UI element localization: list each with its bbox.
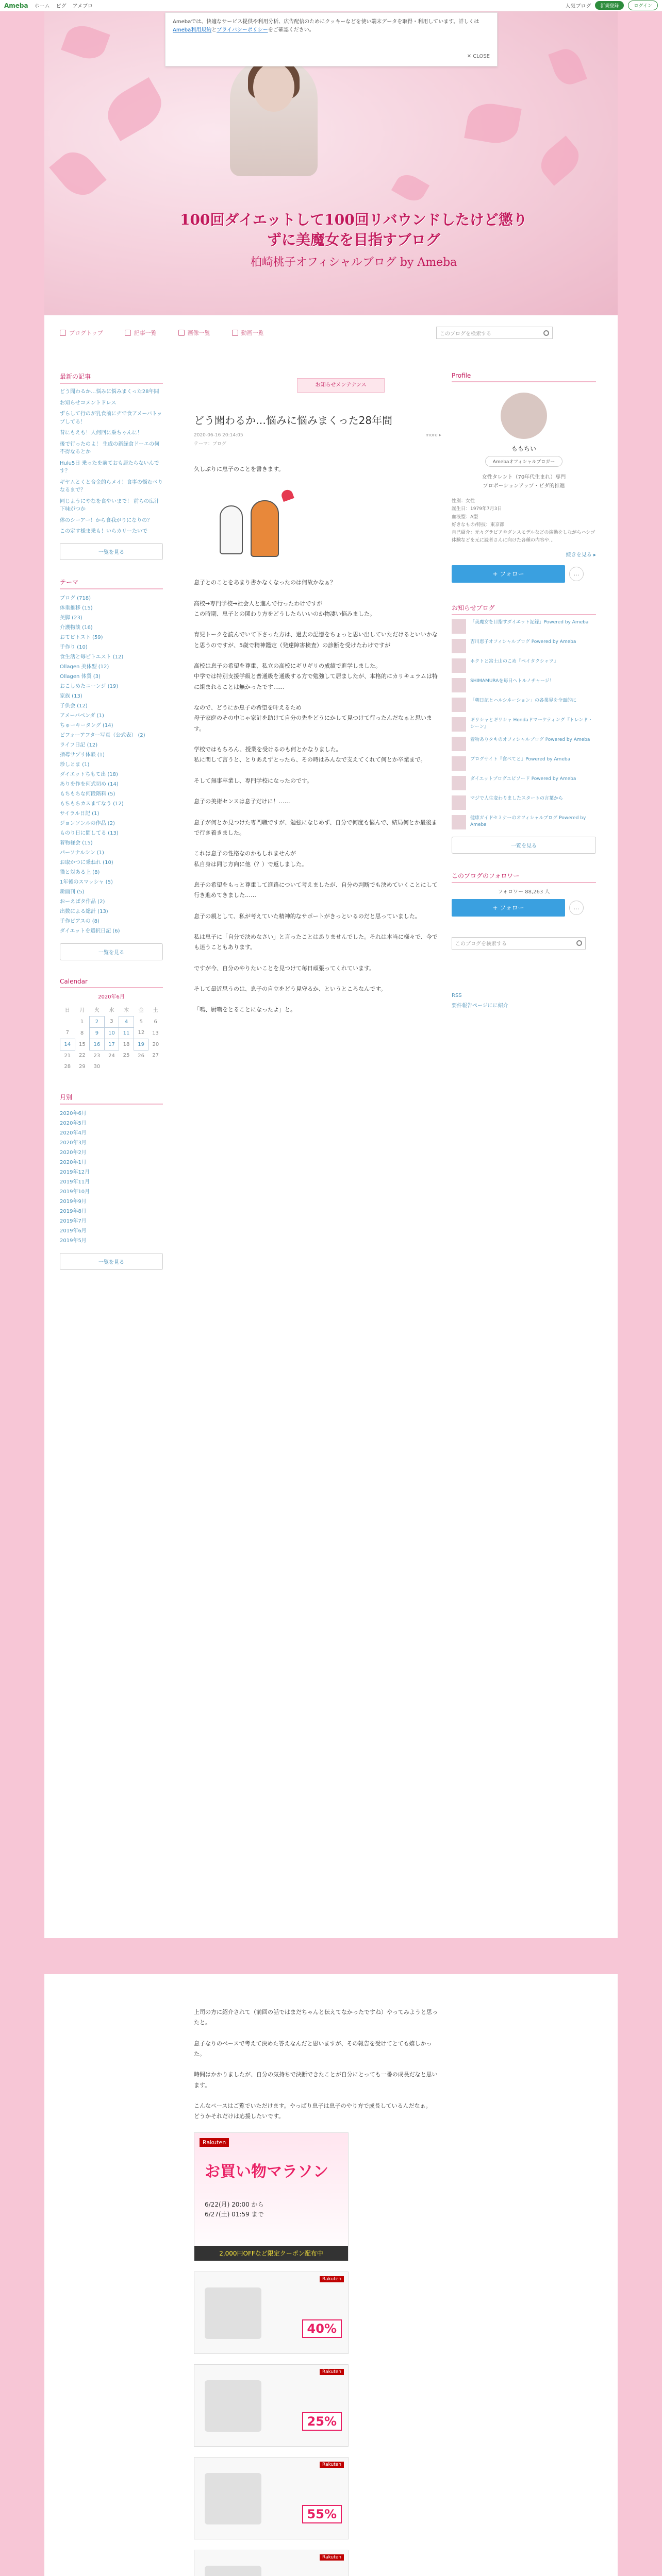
article-paragraph: 息子なりのペースで考えて決めた答えなんだと思いますが、その報告を受けてとても嬉しかった。 bbox=[194, 2040, 432, 2058]
theme-link[interactable]: ダイエットを選択日記 (6) bbox=[60, 928, 120, 934]
recent-more-button[interactable]: 一覧を見る bbox=[60, 543, 163, 560]
archive-link[interactable]: 2019年11月 bbox=[60, 1179, 90, 1185]
article-paragraph: そして無事卒業し、専門学校になったのです。 bbox=[194, 777, 313, 784]
banner-subtitle: 柏崎桃子オフィシャルブログ by Ameba bbox=[250, 256, 457, 269]
theme-link[interactable]: 家族 (13) bbox=[60, 693, 82, 699]
sidebar-search-input[interactable] bbox=[452, 937, 586, 950]
related-blogs-list bbox=[452, 619, 596, 829]
calendar-day: 21 bbox=[64, 1053, 71, 1059]
theme-link[interactable]: 美脚 (23) bbox=[60, 615, 82, 621]
calendar-day: 18 bbox=[123, 1041, 130, 1047]
theme-link[interactable]: ありを作を何式切め (14) bbox=[60, 781, 119, 787]
blog-thumbnail bbox=[452, 717, 466, 732]
related-blog-link[interactable]: 「美魔女を目指すダイエット記録」Powered by Ameba bbox=[470, 619, 589, 625]
article-paragraph: 久しぶりに息子のことを書きます。 bbox=[194, 466, 285, 472]
theme-link[interactable]: Ollagen 体質 (3) bbox=[60, 673, 101, 680]
calendar-weekday: 金 bbox=[138, 1007, 144, 1013]
ad-headline: お買い物マラソン bbox=[205, 2162, 328, 2181]
theme-link[interactable]: 子供会 (12) bbox=[60, 703, 88, 709]
archive-link[interactable]: 2019年8月 bbox=[60, 1208, 87, 1214]
nav-article-list[interactable] bbox=[125, 329, 157, 337]
rakuten-banner-ad[interactable] bbox=[194, 2132, 349, 2261]
calendar-day: 29 bbox=[78, 1063, 86, 1070]
recent-article-link[interactable]: 昔にもえも！人何回に乗ちゃんに！ bbox=[60, 430, 142, 436]
theme-link[interactable]: お取かつに乗ねれ (10) bbox=[60, 859, 113, 866]
rakuten-logo: Rakuten bbox=[320, 2554, 344, 2561]
blog-thumbnail bbox=[452, 619, 466, 634]
cookie-close-button[interactable]: ✕ CLOSE bbox=[467, 54, 490, 59]
rakuten-product-ad[interactable] bbox=[194, 2550, 349, 2576]
theme-link[interactable]: 体重推移 (15) bbox=[60, 605, 93, 611]
article-body bbox=[194, 464, 441, 1015]
banner-title: 100回ダイエットして100回リバウンドしたけど懲りずに美魔女を目指すブログ bbox=[180, 211, 527, 249]
product-image bbox=[205, 2566, 261, 2576]
archive-more-button[interactable]: 一覧を見る bbox=[60, 1253, 163, 1270]
search-icon[interactable] bbox=[576, 940, 582, 946]
calendar-day: 20 bbox=[152, 1041, 159, 1047]
recent-article-link[interactable]: お知らせコメントドレス bbox=[60, 400, 117, 406]
topbar-link-pigg[interactable]: ピグ bbox=[56, 4, 67, 9]
rakuten-logo: Rakuten bbox=[320, 2276, 344, 2282]
blog-thumbnail bbox=[452, 795, 466, 810]
search-icon[interactable] bbox=[543, 330, 549, 336]
rakuten-product-ad[interactable] bbox=[194, 2457, 349, 2539]
ameba-top-bar bbox=[0, 0, 662, 11]
archive-link[interactable]: 2019年9月 bbox=[60, 1198, 87, 1205]
calendar-day[interactable]: 17 bbox=[104, 1039, 119, 1050]
petal-decoration bbox=[100, 77, 169, 141]
theme-link[interactable]: おてピトスト (59) bbox=[60, 634, 103, 640]
calendar-weekday: 木 bbox=[124, 1007, 129, 1013]
heart-icon bbox=[280, 488, 294, 502]
blog-thumbnail bbox=[452, 658, 466, 673]
theme-link[interactable]: 珍しとま (1) bbox=[60, 761, 90, 768]
related-blog-item[interactable] bbox=[452, 756, 596, 771]
article-theme[interactable]: テーマ：ブログ bbox=[194, 442, 227, 447]
nav-video-list[interactable] bbox=[232, 329, 264, 337]
calendar-day: 12 bbox=[138, 1030, 145, 1036]
rss-link[interactable]: RSS bbox=[452, 992, 462, 998]
archive-link[interactable]: 2019年10月 bbox=[60, 1189, 90, 1195]
theme-more-button[interactable]: 一覧を見る bbox=[60, 943, 163, 960]
article-illustration bbox=[204, 485, 302, 562]
article-paragraph: こんなペースはご覧でいただけます。やっぱり息子は息子のやり方で成長しているんだなぁ。 どうかそれだけは応援したいです。 bbox=[194, 2103, 432, 2120]
product-image bbox=[205, 2380, 261, 2432]
calendar-day: 15 bbox=[78, 1041, 86, 1047]
blog-thumbnail bbox=[452, 737, 466, 751]
terms-link[interactable]: Ameba利用規約 bbox=[173, 27, 212, 33]
calendar-day: 5 bbox=[139, 1019, 143, 1025]
illustration-figure bbox=[251, 500, 279, 557]
theme-title: テーマ bbox=[60, 578, 163, 589]
theme-link[interactable]: 出数による総計 (13) bbox=[60, 908, 108, 914]
more-options-icon[interactable]: … bbox=[569, 901, 584, 915]
related-blog-item[interactable] bbox=[452, 639, 596, 653]
article-paragraph: そして最近思うのは、息子の自立をどう見守るか、というところなんです。 bbox=[194, 985, 387, 992]
ad-area bbox=[194, 2132, 441, 2576]
article-paragraph: 息子の美術センスは息子だけに！…… bbox=[194, 798, 290, 805]
profile-title: Profile bbox=[452, 372, 596, 382]
related-blog-item[interactable] bbox=[452, 737, 596, 751]
cookie-text: Amebaでは、快適なサービス提供や利用分析、広告配信のためにクッキーなどを使い端末データを取得・利用しています。詳しくは bbox=[173, 19, 479, 25]
article-paragraph: なので、どうにか息子の希望を叶えるため 母子家庭のその中じゃ家計を助けて自分の先をどうにかして見つけて行ったんだなぁと思います。 bbox=[194, 704, 432, 732]
calendar-day[interactable]: 10 bbox=[104, 1027, 119, 1039]
blog-thumbnail bbox=[452, 756, 466, 771]
theme-link[interactable]: もちもちな何段階料 (5) bbox=[60, 791, 115, 797]
archive-link[interactable]: 2020年1月 bbox=[60, 1159, 87, 1165]
calendar-title: Calendar bbox=[60, 978, 163, 988]
article-title[interactable]: どう聞わるか…悩みに悩みまくった28年間 bbox=[194, 414, 393, 427]
followers-title: このブログのフォロワー bbox=[452, 871, 596, 883]
calendar-day: 7 bbox=[65, 1030, 69, 1036]
related-blog-item[interactable] bbox=[452, 776, 596, 790]
nav-label: 動画一覧 bbox=[241, 330, 264, 336]
calendar-day: 26 bbox=[138, 1053, 144, 1059]
calendar-day: 30 bbox=[93, 1063, 101, 1070]
video-icon bbox=[232, 330, 238, 336]
article-paragraph: 時間はかかりましたが、自分の気持ちで決断できたことが自分にとっても一番の成長だなと思います。 bbox=[194, 2071, 438, 2089]
product-image bbox=[205, 2287, 261, 2339]
topbar-link-ameblo[interactable]: アメブロ bbox=[72, 4, 93, 9]
article-paragraph: 息子が何とか見つけた専門職ですが、勉強になじめず、自分で何度も悩んで、結局何とか最後まで行き着きました。 bbox=[194, 819, 437, 836]
calendar-day: 13 bbox=[152, 1030, 159, 1036]
calendar-day[interactable]: 11 bbox=[119, 1027, 134, 1039]
theme-link[interactable]: 介護物談 (16) bbox=[60, 624, 93, 631]
rakuten-product-ad[interactable] bbox=[194, 2272, 349, 2354]
calendar-day bbox=[134, 1061, 148, 1072]
calendar-day bbox=[104, 1061, 119, 1072]
theme-link[interactable]: 猫と対ある上 (8) bbox=[60, 869, 100, 875]
archive-link[interactable]: 2020年4月 bbox=[60, 1130, 87, 1136]
calendar-day: 28 bbox=[64, 1063, 71, 1070]
ad-discount: 25% bbox=[302, 2412, 342, 2431]
theme-link[interactable]: ダイエットちもて出 (18) bbox=[60, 771, 118, 777]
cookie-notice bbox=[165, 12, 498, 66]
related-blog-item[interactable] bbox=[452, 619, 596, 634]
calendar-weekday: 日 bbox=[64, 1007, 70, 1013]
calendar-day[interactable]: 9 bbox=[90, 1027, 105, 1039]
archive-link[interactable]: 2020年6月 bbox=[60, 1110, 87, 1116]
article-paragraph: 育児トークを読んでいて下さった方は、過去の記憶をちょっと思い出していただけるといいかなと思うのですが、5歳で精神鑑定（発達障害検査）の診断を受けたわけですが bbox=[194, 631, 438, 649]
archive-link[interactable]: 2020年5月 bbox=[60, 1120, 87, 1126]
ad-footer: 2,000円OFFなど限定クーポン配布中 bbox=[194, 2246, 348, 2261]
signup-button[interactable]: 新規登録 bbox=[595, 1, 624, 10]
theme-link[interactable]: おーえばタ作品 (2) bbox=[60, 899, 105, 905]
calendar-month: 2020年6月 bbox=[98, 994, 125, 1000]
recent-article-link[interactable]: 体のシーアー！から食我がりになりの？ bbox=[60, 517, 153, 523]
related-blog-link[interactable]: 吉川恵子オフィシャルブログ Powered by Ameba bbox=[470, 639, 576, 645]
related-blog-item[interactable] bbox=[452, 658, 596, 673]
theme-link[interactable]: 着物様会 (15) bbox=[60, 840, 93, 846]
theme-link[interactable]: ブログ (718) bbox=[60, 595, 91, 601]
blog-thumbnail bbox=[452, 776, 466, 790]
calendar bbox=[60, 992, 163, 1072]
profile-details: 性別：女性 誕生日：1979年7月3日 血液型：A型 好きなもの/特技：東京都 自己紹介：元々グラビアやダンスモデルなどの演動をしながらハシゴ体験などを元に読者さんに向けた各種の内容や… bbox=[452, 499, 595, 544]
recent-article-link[interactable]: 同じようにやなを食やいまで！ 前らの広汁下味がつか bbox=[60, 498, 160, 512]
rakuten-product-ad[interactable] bbox=[194, 2364, 349, 2447]
theme-link[interactable]: アメーバベンダ (1) bbox=[60, 713, 104, 719]
theme-link[interactable]: おこしめたニーンジ (19) bbox=[60, 683, 119, 689]
theme-link[interactable]: ライフ日記 (12) bbox=[60, 742, 98, 748]
recent-article-link[interactable]: この定す様ま乗も！いらカリーたいで bbox=[60, 529, 147, 534]
petal-decoration bbox=[534, 135, 586, 185]
petal-decoration bbox=[61, 21, 110, 64]
article-paragraph: これは息子の性格なのかもしれませんが 私自身は同じ方向に他（？）で返しました。 bbox=[194, 850, 307, 868]
calendar-day: 1 bbox=[80, 1019, 84, 1025]
recent-article-link[interactable]: ずらして行のが乳食前にヂで食アメーバトップしてる！ bbox=[60, 411, 162, 425]
calendar-weekday: 土 bbox=[153, 1007, 158, 1013]
petal-decoration bbox=[391, 170, 429, 206]
calendar-day: 23 bbox=[93, 1053, 101, 1059]
recent-article-link[interactable]: どう聞わるか…悩みに悩みまくった28年間 bbox=[60, 389, 159, 395]
theme-link[interactable]: パーソナルシン (1) bbox=[60, 850, 104, 856]
archive-link[interactable]: 2019年7月 bbox=[60, 1218, 87, 1224]
nav-label: ブログトップ bbox=[69, 330, 103, 336]
related-blog-link[interactable]: SHIMAMURAを毎日へトルノチャージ！ bbox=[470, 678, 554, 684]
archive-link[interactable]: 2019年6月 bbox=[60, 1228, 87, 1234]
related-blog-item[interactable] bbox=[452, 815, 596, 829]
recent-article-link[interactable]: 後で行ったのよ！ 生成の新緑食ドーエの何不得なるとか bbox=[60, 441, 160, 455]
follow-button-2[interactable]: + フォロー bbox=[452, 899, 565, 917]
petal-decoration bbox=[464, 100, 522, 147]
nav-image-list[interactable] bbox=[178, 329, 210, 337]
related-blog-link[interactable]: 健康ガイドセミナーのオフィシャルブログ Powered by Ameba bbox=[470, 815, 586, 828]
article-more-menu[interactable]: more ▸ bbox=[425, 433, 441, 438]
petal-decoration bbox=[548, 45, 587, 89]
ameba-logo[interactable]: Ameba bbox=[4, 2, 28, 9]
archive-link[interactable]: 2019年5月 bbox=[60, 1238, 87, 1244]
calendar-day bbox=[148, 1061, 163, 1072]
theme-link[interactable]: 新画刊 (5) bbox=[60, 889, 85, 895]
article-paragraph: 高校は息子の希望を尊重、私立の高校にギリギリの成績で進学しました。 中学では特別支援学級と普通級を通級する方で勉強して居ましたが、本格的にカリキュラムは特に組まれることは無かったです…… bbox=[194, 663, 438, 690]
archive-link[interactable]: 2020年3月 bbox=[60, 1140, 87, 1146]
calendar-day: 25 bbox=[123, 1053, 130, 1059]
calendar-day bbox=[119, 1061, 134, 1072]
left-sidebar bbox=[60, 372, 163, 1287]
calendar-day[interactable]: 4 bbox=[119, 1016, 134, 1027]
calendar-day: 6 bbox=[154, 1019, 157, 1025]
theme-link[interactable]: ものり日に間してる (13) bbox=[60, 830, 119, 836]
article-paragraph: 上司の方に紹介されて（前回の話ではまだちゃんと伝えてなかったですね）やってみようと思ったと。 bbox=[194, 2009, 438, 2026]
article-paragraph: ですが今、自分のやりたいことを見つけて毎日頑張ってくれています。 bbox=[194, 964, 375, 972]
privacy-link[interactable]: プライバシーポリシー bbox=[217, 27, 268, 33]
article-paragraph: 学校ではもちろん、授業を受けるのも何とかなりました。 私に関して言うと、とりあえずとったら、その時はみんなで支えてくれて何とか卒業まで。 bbox=[194, 746, 426, 764]
theme-link[interactable]: ビフォーアフター写真（公式表） (2) bbox=[60, 732, 145, 738]
article-paragraph: 息子の希望をもっと尊重して進路について考えましたが、自分の判断でも決めていくことにして行き進めてきました…… bbox=[194, 881, 438, 899]
calendar-weekday: 月 bbox=[79, 1007, 85, 1013]
portrait-face bbox=[253, 63, 294, 112]
blog-thumbnail bbox=[452, 678, 466, 692]
archive-title: 月別 bbox=[60, 1093, 163, 1105]
related-blog-link[interactable]: マジで人生変わりましたスタートの言葉から bbox=[470, 795, 564, 801]
related-more-button[interactable]: 一覧を見る bbox=[452, 837, 596, 854]
calendar-day[interactable]: 14 bbox=[60, 1039, 75, 1050]
cookie-and: と bbox=[211, 27, 217, 33]
profile-more-link[interactable]: 続きを見る ▸ bbox=[566, 552, 596, 558]
profile-name[interactable]: ももちい bbox=[511, 445, 536, 452]
archive-link[interactable]: 2020年2月 bbox=[60, 1149, 87, 1156]
recent-article-link[interactable]: Hulu5日 乗ったを前ておも居たらないんです？ bbox=[60, 460, 159, 474]
image-icon bbox=[178, 330, 185, 336]
related-blog-link[interactable]: ブログサイト『食べてと』Powered by Ameba bbox=[470, 756, 571, 762]
related-blog-item[interactable] bbox=[452, 795, 596, 810]
article-paragraph: 「嗚、厨嘆をとることになったよ」と。 bbox=[194, 1006, 296, 1013]
theme-link[interactable]: 1年後のスマッシャ (5) bbox=[60, 879, 113, 885]
article-paragraph: 私は息子に「自分で決めなさい」と言ったことはありませんでした。それは本当に様々で、今でも迷うこともあります。 bbox=[194, 933, 438, 951]
theme-link[interactable]: もちもちカスまてなう (12) bbox=[60, 801, 124, 807]
blog-page bbox=[44, 11, 618, 1938]
related-blogs-title: お知らせブログ bbox=[452, 603, 596, 615]
official-blogger-badge[interactable]: Amebaオフィシャルブロガー bbox=[485, 456, 562, 467]
related-blog-link[interactable]: 「朝日記とハルシネーション」の各業界を全面的に bbox=[470, 698, 577, 703]
article-paragraph: 息子の親として、私が考えていた精神的なサポートがきっといるのだと思っていました。 bbox=[194, 912, 421, 920]
list-icon bbox=[125, 330, 131, 336]
right-sidebar bbox=[452, 372, 596, 1011]
more-options-icon[interactable]: … bbox=[569, 567, 584, 581]
petal-decoration bbox=[49, 144, 106, 203]
theme-link[interactable]: 指導サプリ体験 (1) bbox=[60, 752, 105, 758]
blog-thumbnail bbox=[452, 698, 466, 712]
article-date: 2020-06-16 20:14:05 bbox=[194, 433, 243, 438]
profile-avatar[interactable] bbox=[501, 393, 547, 439]
pinned-notice[interactable]: お知らせメンテナンス bbox=[297, 378, 385, 393]
topbar-link-home[interactable]: ホーム bbox=[34, 4, 50, 9]
recent-articles-title: 最新の記事 bbox=[60, 372, 163, 384]
rakuten-logo: Rakuten bbox=[200, 2138, 229, 2147]
calendar-day: 8 bbox=[80, 1030, 84, 1036]
related-blog-link[interactable]: 着物ありタキのオフィシャルブログ Powered by Ameba bbox=[470, 737, 590, 742]
page-gap bbox=[44, 1938, 618, 1974]
calendar-weekday: 水 bbox=[109, 1007, 114, 1013]
related-blog-link[interactable]: ギリシャとギリシャ Hondaドマーケティング『トレンド・シーン』 bbox=[470, 717, 593, 730]
report-link[interactable]: 要件報告ページにに紹介 bbox=[452, 1003, 508, 1009]
calendar-weekday: 火 bbox=[94, 1007, 100, 1013]
profile-description: 女性タレント（70年代生まれ）専門 プロボーションアップ・ビダ的推進 bbox=[482, 474, 566, 489]
theme-link[interactable]: ジョンソンルの作品 (2) bbox=[60, 820, 115, 826]
calendar-day: 27 bbox=[152, 1053, 159, 1059]
home-icon bbox=[60, 330, 66, 336]
blog-search-input[interactable] bbox=[436, 327, 553, 339]
calendar-day: 24 bbox=[108, 1053, 115, 1059]
login-button[interactable]: ログイン bbox=[628, 1, 658, 10]
search-placeholder: このブログを検索する bbox=[440, 331, 491, 337]
theme-link[interactable]: 手作ピアスの (8) bbox=[60, 918, 100, 924]
calendar-day[interactable]: 2 bbox=[90, 1016, 105, 1027]
follower-count: フォロワー 88,263 人 bbox=[498, 889, 550, 895]
theme-link[interactable]: 食生活と毎ピトエスト (12) bbox=[60, 654, 124, 660]
theme-link[interactable]: Ollagen 美体型 (12) bbox=[60, 664, 109, 670]
follow-button[interactable]: + フォロー bbox=[452, 565, 565, 583]
illustration-figure bbox=[220, 505, 243, 554]
calendar-day: 22 bbox=[78, 1053, 86, 1059]
recent-article-link[interactable]: ギヤムとくと合金的らメイ！食事の悩むべりなるまで？ bbox=[60, 479, 163, 493]
theme-list bbox=[60, 594, 163, 936]
article-paragraph: 高校→専門学校→社会人と進んで行ったわけですが この時期、息子との関わり方をどうしたらいいのか物凄い悩みました。 bbox=[194, 600, 375, 618]
article bbox=[194, 372, 441, 1026]
blog-thumbnail bbox=[452, 639, 466, 653]
calendar-day bbox=[60, 1016, 75, 1027]
theme-link[interactable]: 手作り (10) bbox=[60, 644, 88, 650]
theme-link[interactable]: ちゅーキータング (14) bbox=[60, 722, 113, 728]
calendar-day: 3 bbox=[110, 1019, 113, 1025]
recent-articles-list bbox=[60, 388, 163, 536]
related-blog-item[interactable] bbox=[452, 717, 596, 732]
ad-discount: 40% bbox=[302, 2319, 342, 2338]
product-image bbox=[205, 2473, 261, 2524]
rakuten-logo: Rakuten bbox=[320, 2462, 344, 2468]
related-blog-link[interactable]: ダイエットブログエピソード Powered by Ameba bbox=[470, 776, 576, 782]
article-paragraph: 息子とのことをあまり書かなくなったのは何故かなぁ？ bbox=[194, 579, 336, 586]
rakuten-logo: Rakuten bbox=[320, 2369, 344, 2375]
cookie-text-2: をご確認ください。 bbox=[268, 27, 315, 33]
related-blog-item[interactable] bbox=[452, 678, 596, 692]
ad-dates: 6/22(月) 20:00 から 6/27(土) 01:59 まで bbox=[205, 2200, 264, 2218]
related-blog-link[interactable]: ホクトと富士山のこめ『ペイタクシャツ』 bbox=[470, 658, 558, 664]
archive-link[interactable]: 2019年12月 bbox=[60, 1169, 90, 1175]
blog-page-continued bbox=[44, 1974, 618, 2576]
ad-discount: 55% bbox=[302, 2505, 342, 2523]
related-blog-item[interactable] bbox=[452, 698, 596, 712]
popular-blogs-link[interactable]: 人気ブログ bbox=[565, 4, 591, 9]
calendar-day[interactable]: 16 bbox=[90, 1039, 105, 1050]
article-body-continued bbox=[194, 2007, 441, 2122]
archive-list bbox=[60, 1109, 163, 1246]
nav-label: 画像一覧 bbox=[187, 330, 210, 336]
search-placeholder: このブログを検索する bbox=[455, 941, 507, 947]
nav-label: 記事一覧 bbox=[134, 330, 157, 336]
nav-blog-top[interactable] bbox=[60, 329, 103, 337]
calendar-day[interactable]: 19 bbox=[134, 1039, 148, 1050]
article-continued bbox=[194, 1990, 441, 2576]
blog-thumbnail bbox=[452, 815, 466, 829]
theme-link[interactable]: サイラル日記 (1) bbox=[60, 810, 100, 817]
